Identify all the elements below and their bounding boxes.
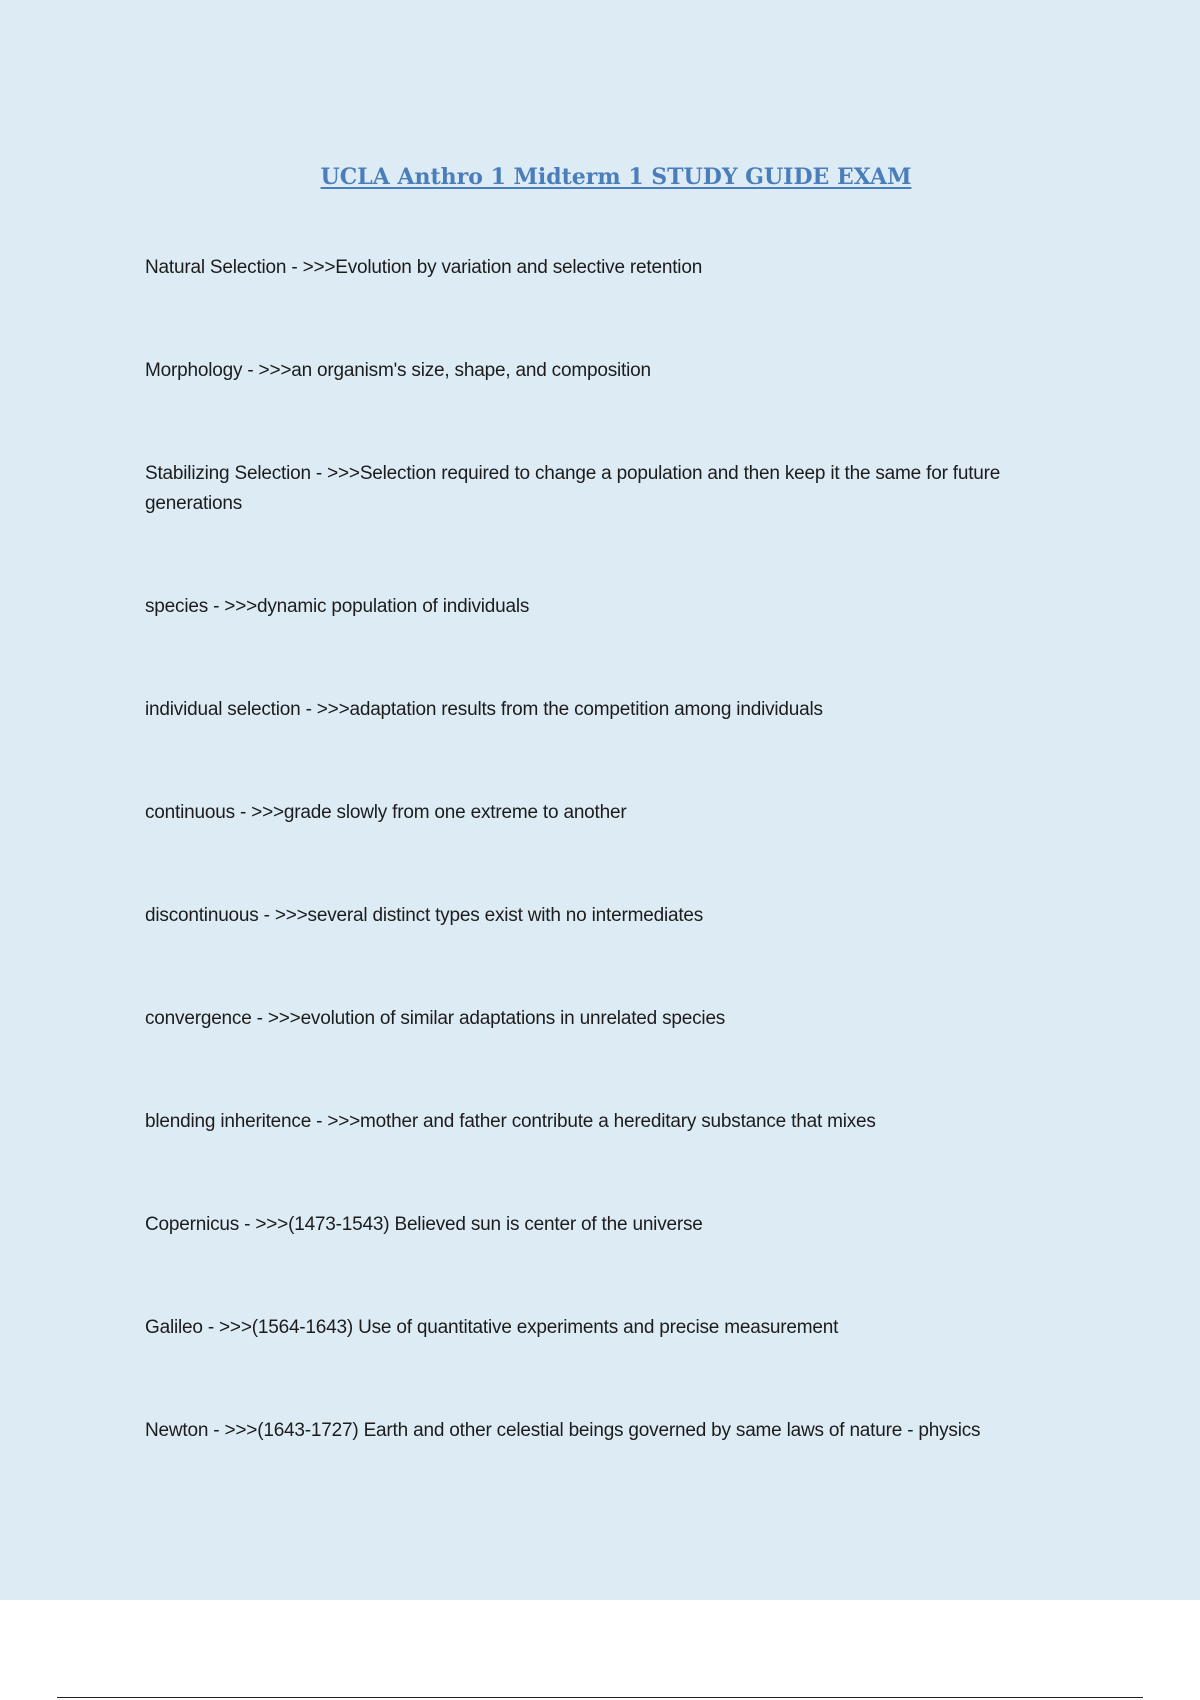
glossary-entry: Newton - >>>(1643-1727) Earth and other celestial beings governed by same laws of nature - physics (145, 1420, 981, 1441)
glossary-entry: Copernicus - >>>(1473-1543) Believed sun is center of the universe (145, 1214, 703, 1235)
glossary-list (145, 253, 1095, 1519)
glossary-entry: discontinuous - >>>several distinct types exist with no intermediates (145, 905, 704, 926)
glossary-entry: blending inheritence - >>>mother and father contribute a hereditary substance that mixes (145, 1111, 876, 1132)
glossary-entry: Stabilizing Selection - >>>Selection required to change a population and then keep it the same for future generations (145, 463, 1001, 514)
glossary-entry: Galileo - >>>(1564-1643) Use of quantitative experiments and precise measurement (145, 1317, 839, 1338)
glossary-entry: Morphology - >>>an organism's size, shape, and composition (145, 360, 651, 381)
glossary-entry: Natural Selection - >>>Evolution by variation and selective retention (145, 257, 703, 278)
glossary-entry: individual selection - >>>adaptation results from the competition among individuals (145, 699, 823, 720)
glossary-entry: continuous - >>>grade slowly from one extreme to another (145, 802, 627, 823)
glossary-entry: convergence - >>>evolution of similar adaptations in unrelated species (145, 1008, 726, 1029)
glossary-entry: species - >>>dynamic population of individuals (145, 596, 530, 617)
footer-divider (57, 1697, 1143, 1698)
document-title: UCLA Anthro 1 Midterm 1 STUDY GUIDE EXAM (320, 164, 912, 190)
